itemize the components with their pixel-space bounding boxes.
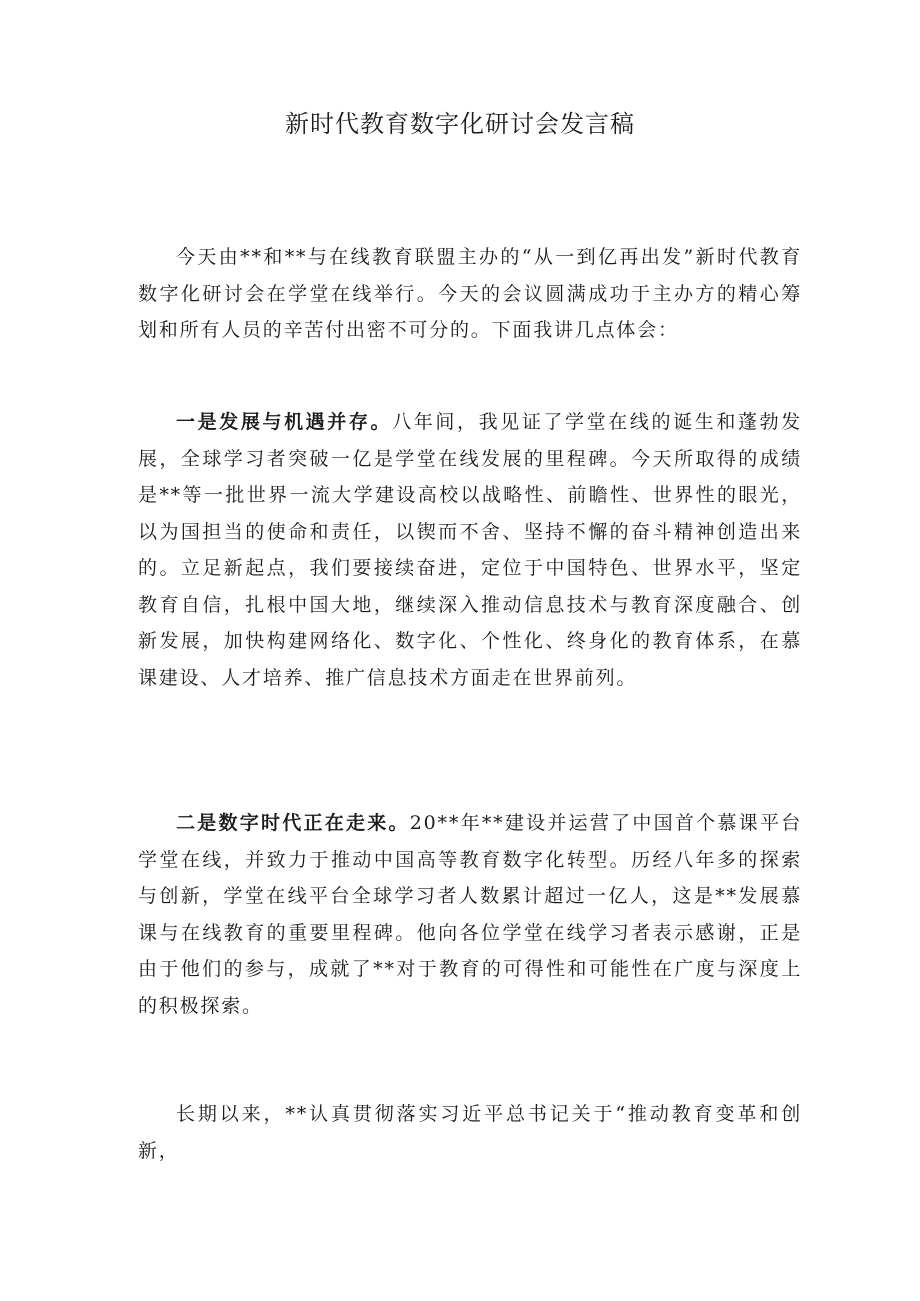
paragraph-text: 长期以来，**认真贯彻落实习近平总书记关于“推动教育变革和创新， [138, 1103, 802, 1162]
paragraph-lead: 一是发展与机遇并存。 [176, 411, 393, 433]
document-title: 新时代教育数字化研讨会发言稿 [285, 110, 635, 138]
paragraph-lead: 二是数字时代正在走来。 [176, 812, 410, 834]
paragraph-text: 20**年**建设并运营了中国首个慕课平台学堂在线，并致力于推动中国高等教育数字化转型。历经八年多的探索与创新，学堂在线平台全球学习者人数累计超过一亿人，这是**发展慕课与在线教育的重要里程碑。他向各位学堂在线学习者表示感谢，正是由于他们的参与，成就了**对于教育的可得性和可能性在广度与深度上的积极探索。 [138, 812, 802, 1017]
paragraph-point-one [138, 404, 802, 696]
paragraph-long-term [138, 1096, 802, 1169]
paragraph-point-two [138, 805, 802, 1024]
paragraph-text: 八年间，我见证了学堂在线的诞生和蓬勃发展，全球学习者突破一亿是学堂在线发展的里程碑。今天所取得的成绩是**等一批世界一流大学建设高校以战略性、前瞻性、世界性的眼光，以为国担当的使命和责任，以锲而不舍、坚持不懈的奋斗精神创造出来的。立足新起点，我们要接续奋进，定位于中国特色、世界水平，坚定教育自信，扎根中国大地，继续深入推动信息技术与教育深度融合、创新发展，加快构建网络化、数字化、个性化、终身化的教育体系，在慕课建设、人才培养、推广信息技术方面走在世界前列。 [138, 411, 802, 689]
paragraph-text: 今天由**和**与在线教育联盟主办的“从一到亿再出发”新时代教育数字化研讨会在学堂在线举行。今天的会议圆满成功于主办方的精心筹划和所有人员的辛苦付出密不可分的。下面我讲几点体会： [138, 246, 802, 341]
paragraph-opening [138, 239, 802, 349]
